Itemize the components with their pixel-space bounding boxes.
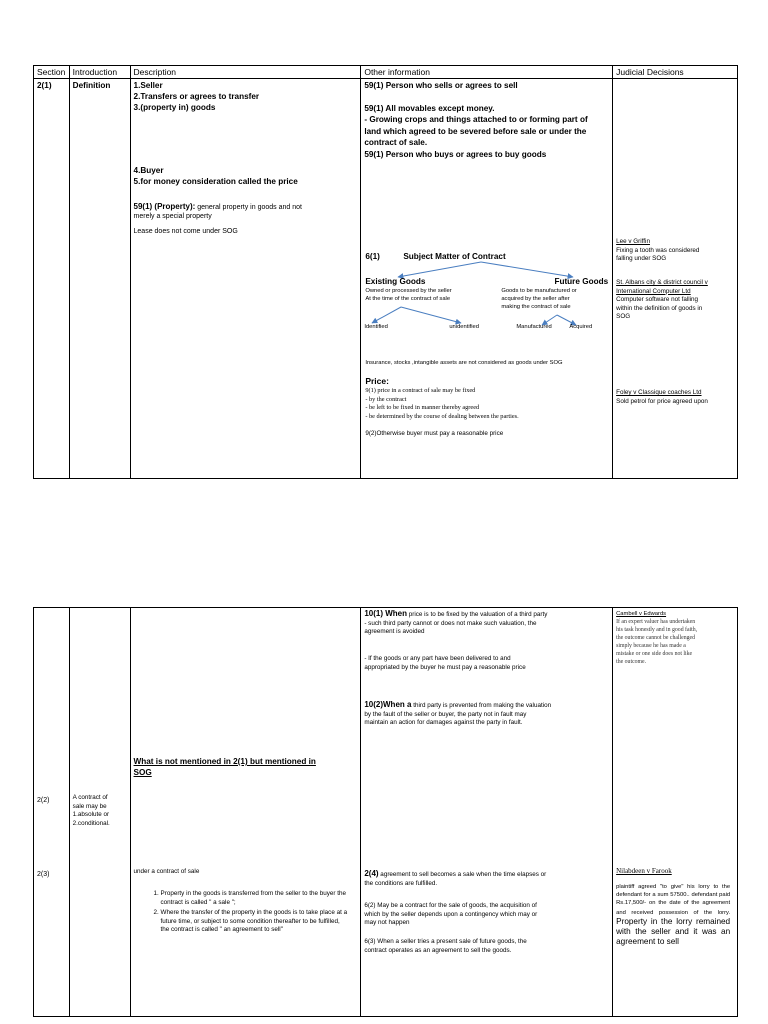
- desc-item: 3.(property in) goods: [133, 103, 216, 112]
- rule-text: agreement to sell becomes a sale when the time elapses or: [378, 871, 547, 878]
- table-row: [34, 79, 738, 479]
- desc-heading: What is not mentioned in 2(1) but mentioned in: [133, 757, 316, 766]
- future-desc: making the contract of sale: [501, 304, 571, 310]
- case-line: simply because he has made a: [616, 643, 686, 649]
- case-name: Cambell v Edwards: [616, 611, 667, 617]
- other-information-cell: [361, 79, 613, 479]
- arrow-future: [481, 262, 573, 277]
- intro-line: 1.absolute or: [72, 811, 110, 818]
- property-heading: 59(1) (Property):: [133, 202, 196, 211]
- case-name: Foley v Classique coaches Ltd: [616, 389, 702, 396]
- price-line: - be left to be fixed in manner thereby agreed: [365, 404, 480, 411]
- other-line: 59(1) All movables except money.: [364, 103, 495, 113]
- header-other-information: Other information: [361, 66, 613, 79]
- price-heading: Price:: [365, 376, 389, 386]
- header-judicial-decisions: Judicial Decisions: [613, 66, 738, 79]
- judicial-decisions-cell: [613, 608, 738, 1017]
- case-line: the outcome.: [616, 659, 647, 665]
- rule-text: price is to be fixed by the valuation of a third party: [407, 611, 548, 618]
- manufactured-label: Manufactured: [516, 324, 552, 330]
- rule-line: which by the seller depends upon a contingency which may or: [364, 910, 538, 918]
- rule-line: maintain an action for damages against the party in fault.: [364, 719, 523, 726]
- description-cell: [130, 608, 361, 1017]
- rule-heading: 10(1) When: [364, 609, 407, 618]
- case-name: St. Albans city & district council v: [616, 279, 708, 286]
- intro-line: sale may be: [72, 802, 107, 810]
- introduction-cell: Definition: [69, 79, 130, 479]
- subject-matter-section: 6(1): [365, 252, 380, 261]
- continuation-table: [33, 607, 738, 1017]
- price-line: 9(1) price in a contract of sale may be fixed: [365, 387, 476, 394]
- rule-heading: 10(2)When a: [364, 700, 412, 709]
- future-goods-label: Future Goods: [554, 277, 609, 286]
- identified-label: Identified: [364, 324, 388, 330]
- case-name: International Computer Ltd: [616, 287, 691, 295]
- case-text-large: Property in the lorry remained with the seller and it was an agreement to sell: [616, 917, 731, 946]
- arrow-existing: [398, 262, 481, 277]
- other-line: 59(1) Person who sells or agrees to sell: [364, 81, 518, 90]
- price-line: - by the contract: [365, 395, 407, 403]
- rule-line: may not happen: [364, 919, 410, 926]
- existing-desc: Owned or processed by the seller: [365, 288, 452, 294]
- section-2-2: 2(2): [37, 797, 50, 804]
- section-2-3: 2(3): [37, 871, 50, 878]
- rule-line: 6(2) May be a contract for the sale of goods, the acquisition of: [364, 902, 537, 909]
- other-information-cell: [361, 608, 613, 1017]
- property-text: general property in goods and not: [195, 204, 302, 211]
- table-row: [34, 608, 738, 1017]
- unidentified-label: unidentified: [449, 324, 479, 330]
- subject-matter-title: Subject Matter of Contract: [403, 252, 506, 261]
- desc-under: under a contract of sale: [133, 868, 200, 875]
- intro-line: 2.conditional.: [72, 819, 110, 827]
- rule-line: - If the goods or any part have been delivered to and: [364, 655, 511, 662]
- rule-line: the conditions are fulfilled.: [364, 879, 438, 887]
- arrow-unidentified: [401, 307, 461, 323]
- future-desc: Goods to be manufactured or: [501, 288, 577, 294]
- lease-note: Lease does not come under SOG: [133, 228, 238, 235]
- section-cell: [34, 608, 70, 1017]
- case-line: Sold petrol for price agreed upon: [616, 397, 708, 405]
- desc-heading: SOG: [133, 768, 152, 777]
- rule-line: appropriated by the buyer he must pay a reasonable price: [364, 663, 526, 671]
- existing-desc: At the time of the contract of sale: [365, 296, 451, 302]
- other-line: 59(1) Person who buys or agrees to buy goods: [364, 149, 547, 159]
- case-name: Nilabdeen v Farook: [616, 867, 672, 875]
- property-text-2: merely a special property: [133, 213, 212, 220]
- other-line: contract of sale.: [364, 138, 428, 147]
- desc-list-item: 2. Where the transfer of the property in the goods is to take place at a future time, or subject to some condition thereafter to be fulfilled, the contract is called " an agreement to sell": [161, 909, 349, 935]
- rule-line: by the fault of the seller or buyer, the party not in fault may: [364, 710, 527, 718]
- other-line: land which agreed to be severed before sale or under the: [364, 126, 587, 136]
- desc-item: 5.for money consideration called the price: [133, 177, 298, 186]
- case-line: Computer software not falling: [616, 296, 699, 303]
- desc-list-item: 1. Property in the goods is transferred from the seller to the buyer the contract is called " a sale ";: [161, 890, 349, 907]
- rule-line: - such third party cannot or does not make such valuation, the: [364, 619, 537, 627]
- case-text: plaintiff agreed "to give" his lorry to the defendant for a sum 57500.. defendant paid Rs.17,500/- on the date of the agreement and received possession of the lorry.: [616, 884, 731, 916]
- header-introduction: Introduction: [69, 66, 130, 79]
- case-name: Lee v Griffin: [616, 238, 650, 245]
- rule-heading: 2(4): [364, 869, 379, 878]
- rule-line: 6(3) When a seller tries a present sale of future goods, the: [364, 938, 527, 945]
- header-row: [34, 66, 738, 79]
- header-section: Section: [34, 66, 70, 79]
- introduction-cell: [69, 608, 130, 1017]
- arrow-identified: [372, 307, 401, 323]
- case-line: within the definition of goods in: [616, 304, 703, 312]
- description-cell: [130, 79, 361, 479]
- desc-item: 4.Buyer: [133, 166, 164, 175]
- desc-item: 2.Transfers or agrees to transfer: [133, 92, 260, 101]
- acquired-label: Acquired: [569, 324, 593, 330]
- case-line: Fixing a tooth was considered: [616, 246, 700, 254]
- other-line: - Growing crops and things attached to or forming part of: [364, 115, 588, 124]
- intro-line: A contract of: [72, 794, 108, 801]
- desc-item: 1.Seller: [133, 81, 163, 90]
- case-line: falling under SOG: [616, 255, 667, 262]
- rule-text: third party is prevented from making the valuation: [411, 702, 552, 709]
- case-line: SOG: [616, 313, 631, 320]
- case-line: If an expert valuer has undertaken: [616, 619, 696, 625]
- case-line: mistake or one side does not like: [616, 651, 693, 657]
- judicial-decisions-cell: [613, 79, 738, 479]
- insurance-note: Insurance, stocks ,intangible assets are not considered as goods under SOG: [365, 360, 563, 366]
- case-line: the outcome cannot be challenged: [616, 635, 695, 641]
- definitions-table: [33, 65, 738, 479]
- price-line: 9(2)Otherwise buyer must pay a reasonable price: [365, 430, 504, 437]
- existing-goods-label: Existing Goods: [365, 277, 426, 286]
- rule-line: contract operates as an agreement to sell the goods.: [364, 946, 512, 954]
- header-description: Description: [130, 66, 361, 79]
- section-cell: 2(1): [34, 79, 70, 479]
- future-desc: acquired by the seller after: [501, 296, 570, 302]
- rule-line: agreement is avoided: [364, 628, 425, 635]
- case-line: his task honestly and in good faith,: [616, 627, 698, 633]
- price-line: - be determined by the course of dealing between the parties.: [365, 412, 519, 420]
